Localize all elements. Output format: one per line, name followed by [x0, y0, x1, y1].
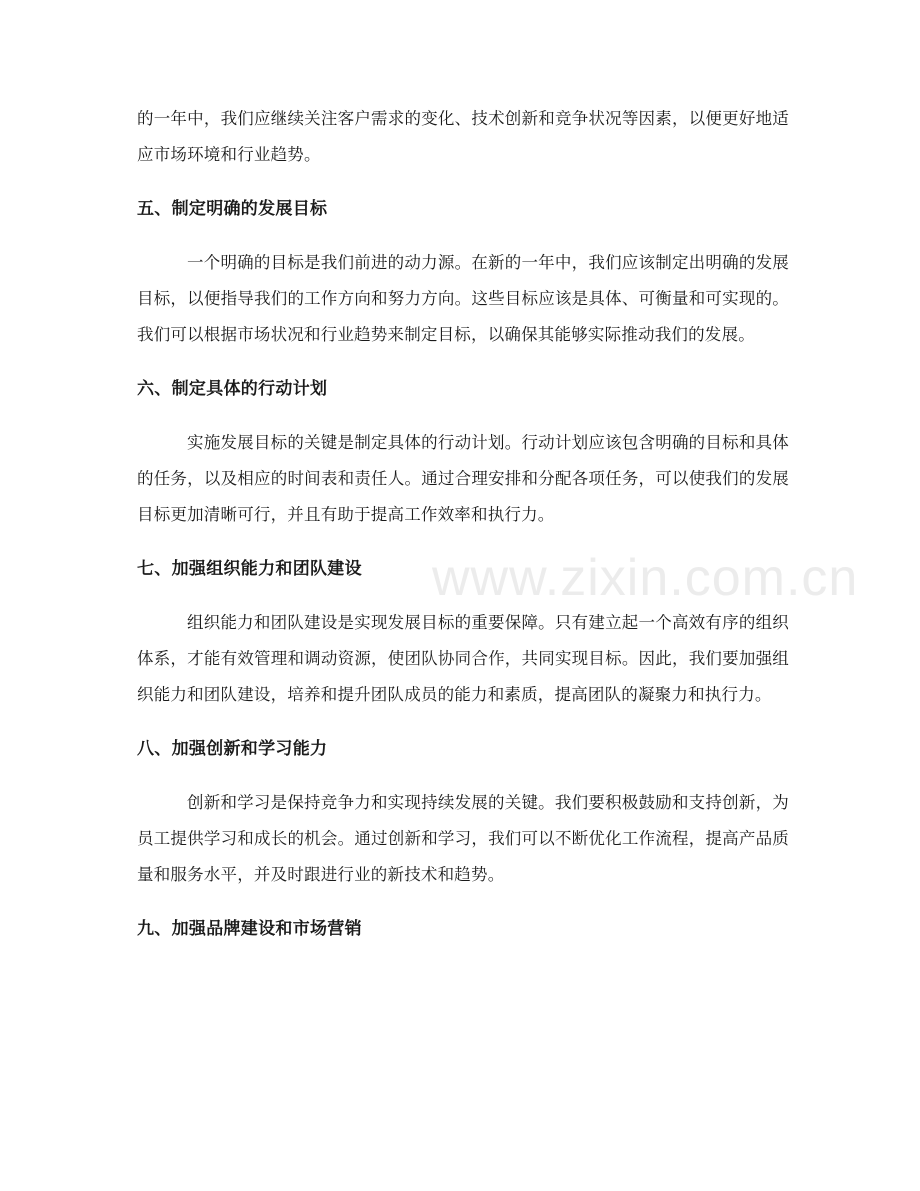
section-body-8: 创新和学习是保持竞争力和实现持续发展的关键。我们要积极鼓励和支持创新，为员工提供学习和成长的机会。通过创新和学习，我们可以不断优化工作流程，提高产品质量和服务水平，并及时跟进行业的新技术和趋势。 — [137, 793, 789, 884]
section-body-7: 组织能力和团队建设是实现发展目标的重要保障。只有建立起一个高效有序的组织体系，才能有效管理和调动资源，使团队协同合作，共同实现目标。因此，我们要加强组织能力和团队建设，培养和提升团队成员的能力和素质，提高团队的凝聚力和执行力。 — [137, 613, 789, 704]
intro-paragraph: 的一年中，我们应继续关注客户需求的变化、技术创新和竞争状况等因素，以便更好地适应市场环境和行业趋势。 — [137, 109, 789, 164]
section-heading-5: 五、制定明确的发展目标 — [137, 199, 328, 219]
section-heading-8: 八、加强创新和学习能力 — [137, 739, 328, 759]
section-heading-9: 九、加强品牌建设和市场营销 — [137, 919, 362, 939]
document-body — [137, 101, 789, 947]
section-heading-7: 七、加强组织能力和团队建设 — [137, 559, 362, 579]
section-body-5: 一个明确的目标是我们前进的动力源。在新的一年中，我们应该制定出明确的发展目标，以便指导我们的工作方向和努力方向。这些目标应该是具体、可衡量和可实现的。我们可以根据市场状况和行业趋势来制定目标，以确保其能够实际推动我们的发展。 — [137, 253, 789, 344]
section-body-6: 实施发展目标的关键是制定具体的行动计划。行动计划应该包含明确的目标和具体的任务，以及相应的时间表和责任人。通过合理安排和分配各项任务，可以使我们的发展目标更加清晰可行，并且有助于提高工作效率和执行力。 — [137, 433, 789, 524]
section-heading-6: 六、制定具体的行动计划 — [137, 379, 328, 399]
watermark: www.zixin.com.cn — [432, 549, 859, 607]
